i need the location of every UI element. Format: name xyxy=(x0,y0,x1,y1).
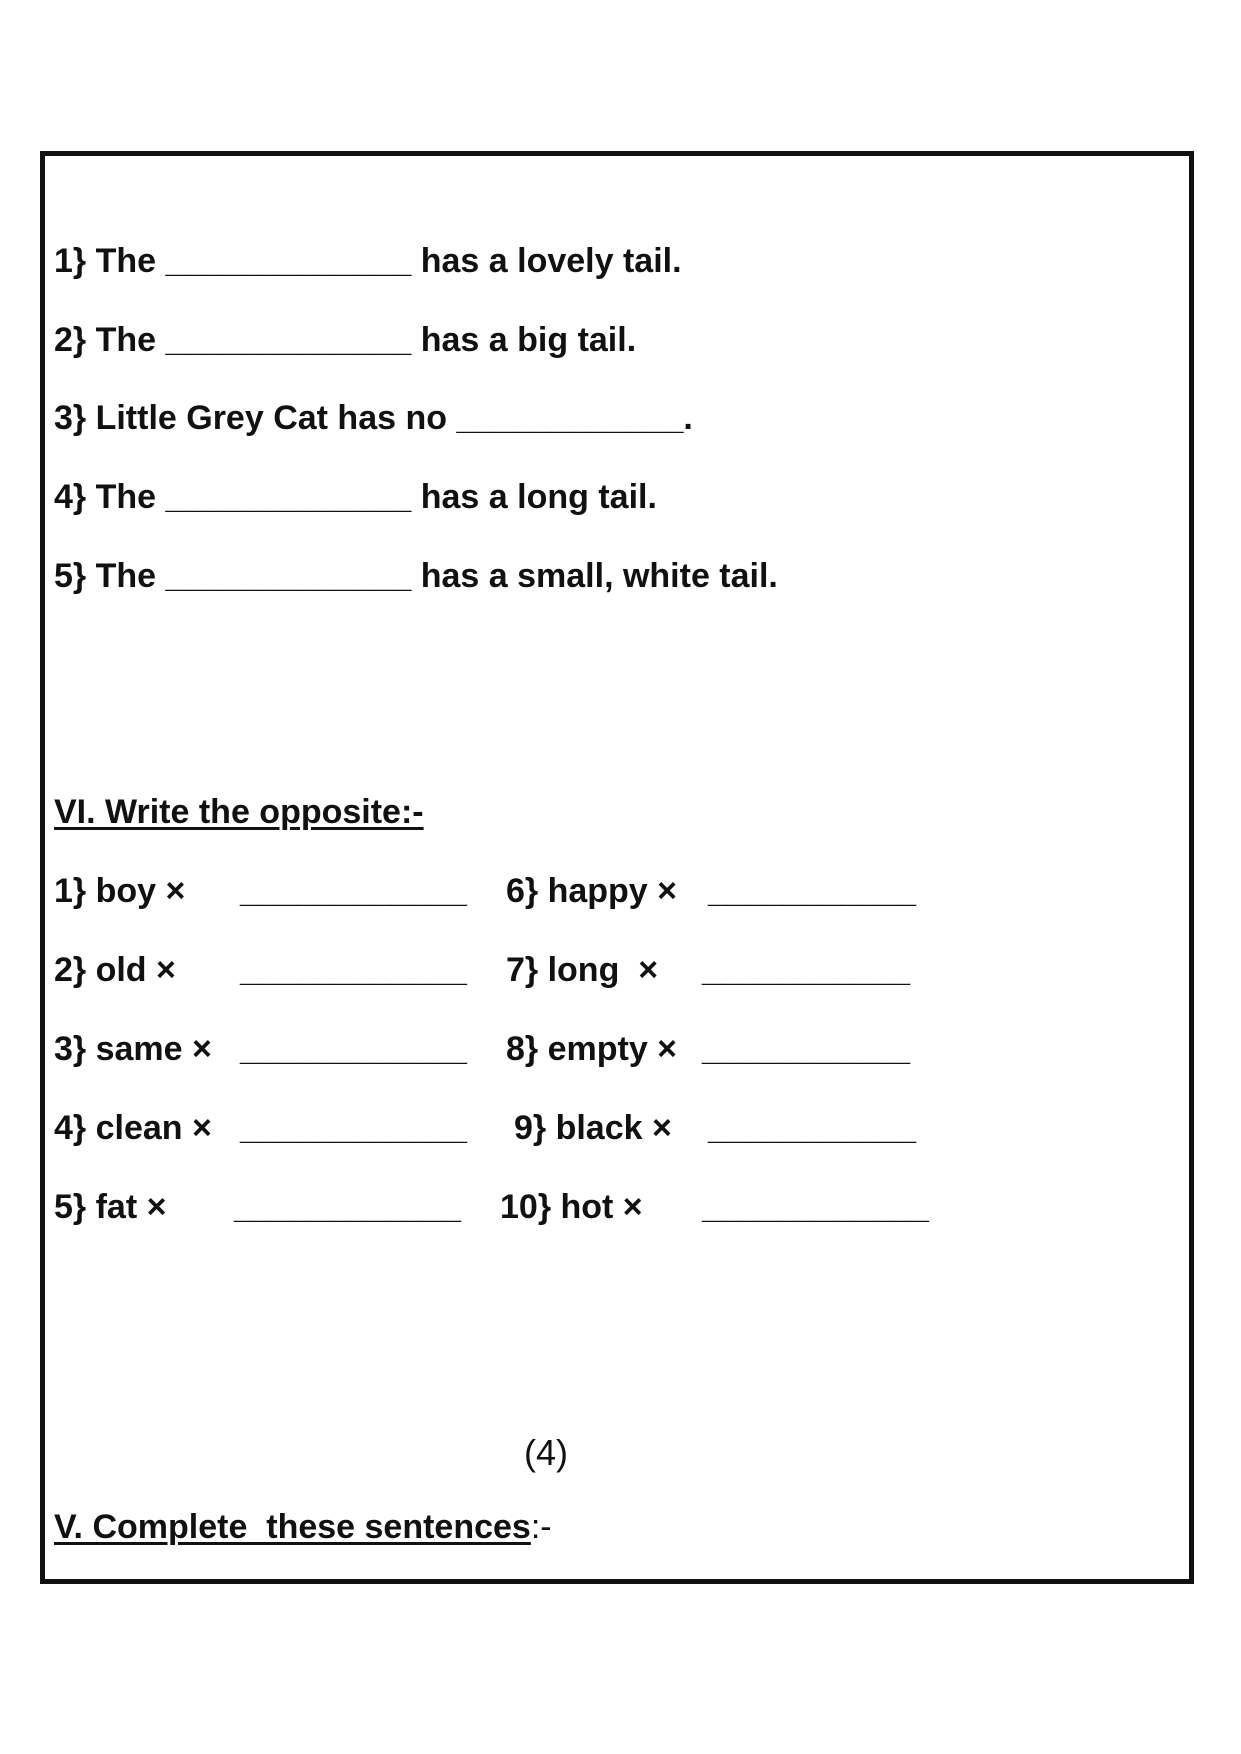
worksheet-frame xyxy=(40,151,1194,1584)
next-section-heading-suffix: :- xyxy=(530,1508,552,1546)
opposite-blank-left-4: ____________ xyxy=(240,1109,467,1147)
opposite-right-10: 10} hot × xyxy=(500,1188,643,1226)
next-section-heading xyxy=(54,1507,552,1547)
opposites-heading xyxy=(54,792,424,832)
fill-blank-sentence-4: 4} The _____________ has a long tail. xyxy=(54,478,657,516)
opposite-blank-right-7: ___________ xyxy=(702,951,911,989)
opposite-blank-right-8: ___________ xyxy=(702,1030,911,1068)
opposite-left-1: 1} boy × xyxy=(54,872,186,910)
fill-blank-sentence-3: 3} Little Grey Cat has no ____________. xyxy=(54,399,693,437)
opposite-blank-left-2: ____________ xyxy=(240,951,467,989)
fill-blank-sentence-1: 1} The _____________ has a lovely tail. xyxy=(54,242,682,280)
fill-blank-sentence-2: 2} The _____________ has a big tail. xyxy=(54,321,637,359)
opposite-blank-right-10: ____________ xyxy=(702,1188,929,1226)
opposite-right-7: 7} long × xyxy=(506,951,659,989)
opposite-blank-left-5: ____________ xyxy=(234,1188,461,1226)
opposite-left-3: 3} same × xyxy=(54,1030,212,1068)
opposite-left-2: 2} old × xyxy=(54,951,176,989)
opposites-heading-text: VI. Write the opposite:- xyxy=(54,793,424,831)
opposite-right-8: 8} empty × xyxy=(506,1030,678,1068)
opposite-right-6: 6} happy × xyxy=(506,872,678,910)
fill-blank-sentence-5: 5} The _____________ has a small, white tail. xyxy=(54,557,778,595)
opposite-blank-right-6: ___________ xyxy=(708,872,917,910)
opposite-left-5: 5} fat × xyxy=(54,1188,167,1226)
next-section-heading-text: V. Complete these sentences xyxy=(54,1508,531,1546)
opposite-blank-left-3: ____________ xyxy=(240,1030,467,1068)
opposite-blank-right-9: ___________ xyxy=(708,1109,917,1147)
page-number: (4) xyxy=(524,1432,568,1473)
opposite-blank-left-1: ____________ xyxy=(240,872,467,910)
opposite-right-9: 9} black × xyxy=(514,1109,672,1147)
opposite-left-4: 4} clean × xyxy=(54,1109,212,1147)
